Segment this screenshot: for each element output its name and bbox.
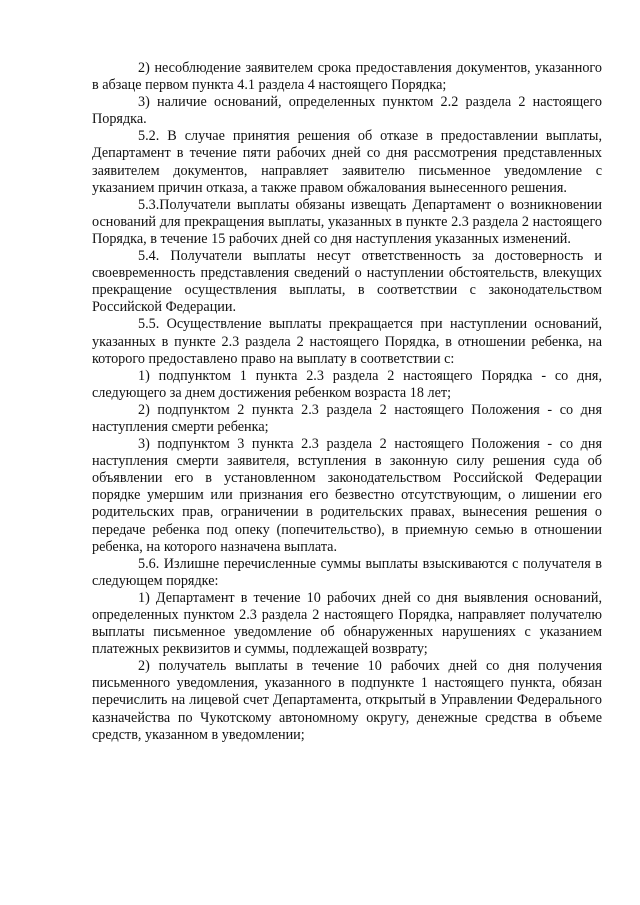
paragraph-5-6-item-2: 2) получатель выплаты в течение 10 рабочих дней со дня получения письменного уведомления, указанного в подпункте 1 настоящего пункта, обязан перечислить на лицевой счет Департамента, открытый в Управлении Федерального казначейства по Чукотскому автономному округу, денежные средства в объеме средств, указанном в уведомлении; <box>92 658 602 743</box>
paragraph-5-5-item-3: 3) подпунктом 3 пункта 2.3 раздела 2 настоящего Положения - со дня наступления смерти заявителя, вступления в законную силу решения суда об объявлении его в установленном законодательством Российской Федерации порядке умершим или признания его безвестно отсутствующим, о лишении его родительских прав, ограничении в родительских правах, вынесения решения о передаче ребенка под опеку (попечительство), в приемную семью в отношении ребенка, на которого назначена выплата. <box>92 436 602 555</box>
paragraph-5-6-item-1: 1) Департамент в течение 10 рабочих дней со дня выявления оснований, определенных пунктом 2.3 раздела 2 настоящего Порядка, направляет получателю выплаты письменное уведомление об обнаруженных нарушениях с указанием платежных реквизитов и суммы, подлежащей возврату; <box>92 589 602 658</box>
paragraph-5-6: 5.6. Излишне перечисленные суммы выплаты взыскиваются с получателя в следующем порядке: <box>92 555 602 589</box>
paragraph-5-5: 5.5. Осуществление выплаты прекращается при наступлении оснований, указанных в пункте 2.3 раздела 2 настоящего Порядка, в отношении ребенка, на которого предоставлено право на выплату в соответствии с: <box>92 316 602 367</box>
paragraph-5-2: 5.2. В случае принятия решения об отказе в предоставлении выплаты, Департамент в течение пяти рабочих дней со дня рассмотрения представленных заявителем документов, направляет заявителю письменное уведомление с указанием причин отказа, а также правом обжалования вынесенного решения. <box>92 128 602 196</box>
paragraph-5-1-item-2: 2) несоблюдение заявителем срока предоставления документов, указанного в абзаце первом пункта 4.1 раздела 4 настоящего Порядка; <box>92 60 602 94</box>
paragraph-5-4: 5.4. Получатели выплаты несут ответственность за достоверность и своевременность представления сведений о наступлении обстоятельств, влекущих прекращение осуществления выплаты, в соответствии с законодательством Российской Федерации. <box>92 248 602 316</box>
paragraph-5-5-item-2: 2) подпунктом 2 пункта 2.3 раздела 2 настоящего Положения - со дня наступления смерти ребенка; <box>92 401 602 435</box>
paragraph-5-5-item-1: 1) подпунктом 1 пункта 2.3 раздела 2 настоящего Порядка - со дня, следующего за днем достижения ребенком возраста 18 лет; <box>92 367 602 401</box>
paragraph-5-1-item-3: 3) наличие оснований, определенных пунктом 2.2 раздела 2 настоящего Порядка. <box>92 94 602 128</box>
paragraph-5-3: 5.3.Получатели выплаты обязаны извещать Департамент о возникновении оснований для прекращения выплаты, указанных в пункте 2.3 раздела 2 настоящего Порядка, в течение 15 рабочих дней со дня наступления указанных изменений. <box>92 196 602 247</box>
